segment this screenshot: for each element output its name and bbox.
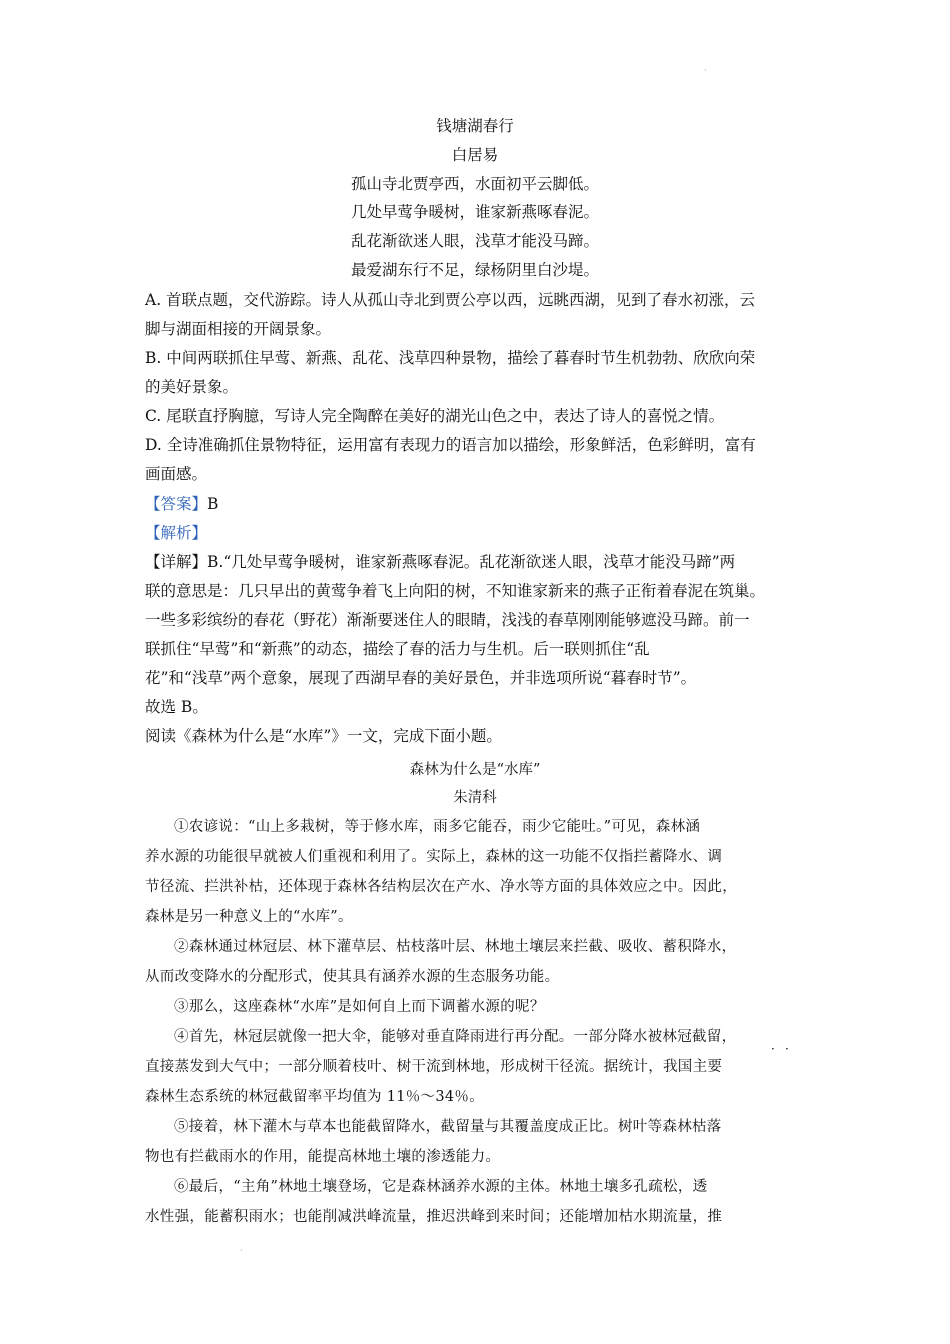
answer-line xyxy=(145,490,805,519)
article-body xyxy=(145,812,805,1232)
emphasis-dot: · xyxy=(771,1042,775,1056)
poem-author: 白居易 xyxy=(451,145,499,164)
detail-line4: 联抓住“早莺”和“新燕”的动态，描绘了春的活力与生机。后一联则抓住“乱 xyxy=(145,640,650,658)
answer-section xyxy=(145,490,805,751)
paragraph-4: ④首先，林冠层就像一把大伞，能够对垂直降雨进行再分配。一部分降水被林冠截留， 直接蒸发到大气中；一部分顺着枝叶、树干流到林地，形成树干径流。据统计，我国主要 森林生态系统的林冠截留率平均值为 11％～34％。 · · xyxy=(145,1029,789,1105)
option-d-line2: 画面感。 xyxy=(145,465,208,483)
paragraph-1: ①农谚说：“山上多栽树，等于修水库，雨多它能吞，雨少它能吐。”可见，森林涵 养水源的功能很早就被人们重视和利用了。实际上，森林的这一功能不仅指拦蓄降水、调 节径流、拦洪补枯，还体现于森林各结构层次在产水、净水等方面的具体效应之中。因此， 森林是另一种意义上的“水库”。 xyxy=(145,819,737,925)
detail-line2: 联的意思是：几只早出的黄莺争着飞上向阳的树，不知谁家新来的燕子正衔着春泥在筑巢。 xyxy=(145,582,766,600)
detail-tag: 【详解】 xyxy=(145,553,208,571)
corner-mark: · xyxy=(240,1246,243,1255)
emphasis-dot: · xyxy=(785,1042,789,1056)
paragraph-6: ⑥最后，“主角”林地土壤登场，它是森林涵养水源的主体。林地土壤多孔疏松，透 水性强，能蓄积雨水；也能削减洪峰流量，推迟洪峰到来时间；还能增加枯水期流量，推 xyxy=(145,1179,723,1225)
article-title: 森林为什么是“水库” xyxy=(409,762,541,778)
option-b-line1: B. 中间两联抓住早莺、新燕、乱花、浅草四种景物，描绘了暮春时节生机勃勃、欣欣向荣 xyxy=(145,349,756,367)
detail-line1: 【详解】B.“几处早莺争暖树，谁家新燕啄春泥。乱花渐欲迷人眼，浅草才能没马蹄”两 xyxy=(145,553,736,571)
option-a-line1: A. 首联点题，交代游踪。诗人从孤山寺北到贾公亭以西，远眺西湖，见到了春水初涨，云 xyxy=(145,291,756,309)
option-a-line2: 脚与湖面相接的开阔景象。 xyxy=(145,320,332,338)
poem-title: 钱塘湖春行 xyxy=(436,117,514,135)
paragraph-3: ③那么，这座森林“水库”是如何自上而下调蓄水源的呢？ xyxy=(174,999,545,1015)
poem-line: 最爱湖东行不足，绿杨阴里白沙堤。 xyxy=(350,260,599,279)
analysis-tag: 【解析】 xyxy=(145,524,208,542)
poem-line: 几处早莺争暖树，谁家新燕啄春泥。 xyxy=(350,203,599,222)
option-c-line1: C. 尾联直抒胸臆，写诗人完全陶醉在美好的湖光山色之中，表达了诗人的喜悦之情。 xyxy=(145,407,725,425)
paragraph-2: ②森林通过林冠层、林下灌草层、枯枝落叶层、林地土壤层来拦截、吸收、蓄积降水， 从而改变降水的分配形式，使其具有涵养水源的生态服务功能。 xyxy=(145,939,737,985)
options xyxy=(145,286,805,489)
corner-mark: · xyxy=(704,66,707,75)
article-heading xyxy=(145,756,805,812)
option-b-line2: 的美好景象。 xyxy=(145,378,239,396)
detail-line5: 花”和“浅草”两个意象，展现了西湖早春的美好景色，并非选项所说“暮春时节”。 xyxy=(145,669,697,687)
poem-line: 乱花渐欲迷人眼，浅草才能没马蹄。 xyxy=(350,232,599,251)
poem xyxy=(145,112,805,285)
answer-tag: 【答案】 xyxy=(145,495,208,513)
article-author: 朱清科 xyxy=(453,790,497,806)
poem-line: 孤山寺北贾亭西，水面初平云脚低。 xyxy=(350,174,599,193)
detail-line3: 一些多彩缤纷的春花（野花）渐渐要迷住人的眼睛，浅浅的春草刚刚能够遮没马蹄。前一 xyxy=(145,611,750,629)
detail-conclusion: 故选 B。 xyxy=(145,698,208,716)
reading-prompt: 阅读《森林为什么是“水库”》一文，完成下面小题。 xyxy=(145,727,502,745)
answer-value: B xyxy=(207,495,219,513)
option-d-line1: D. 全诗准确抓住景物特征，运用富有表现力的语言加以描绘，形象鲜活，色彩鲜明，富有 xyxy=(145,436,756,454)
paragraph-5: ⑤接着，林下灌木与草本也能截留降水，截留量与其覆盖度成正比。树叶等森林枯落 物也有拦截雨水的作用，能提高林地土壤的渗透能力。 xyxy=(145,1119,722,1165)
